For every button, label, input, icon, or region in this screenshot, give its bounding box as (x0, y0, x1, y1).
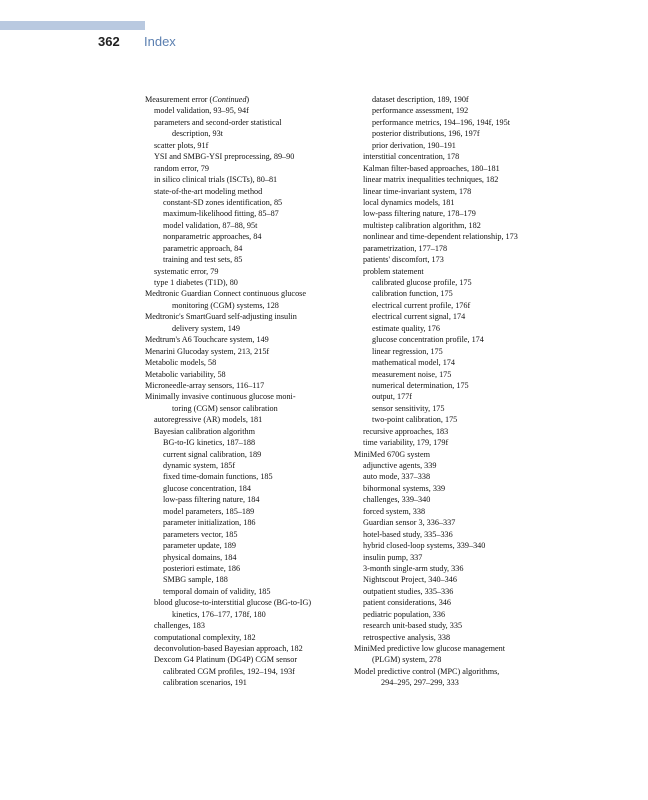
index-entry-text: two-point calibration, 175 (372, 415, 458, 425)
index-entry-text: Kalman filter-based approaches, 180–181 (363, 163, 500, 173)
index-entry-text: estimate quality, 176 (372, 323, 440, 333)
index-entry (145, 403, 350, 414)
index-entry (145, 597, 350, 608)
index-entry-text: SMBG sample, 188 (163, 575, 228, 585)
index-entry (145, 643, 350, 654)
index-entry (145, 208, 350, 219)
index-entry (354, 277, 554, 288)
index-entry (354, 346, 554, 357)
index-entry-text: Model predictive control (MPC) algorithms, (354, 666, 500, 676)
index-entry-text: linear time-invariant system, 178 (363, 186, 472, 196)
index-entry-text: autoregressive (AR) models, 181 (154, 415, 263, 425)
index-entry-text: prior derivation, 190–191 (372, 140, 456, 150)
index-entry (145, 483, 350, 494)
index-entry (354, 517, 554, 528)
index-column-left (145, 94, 350, 689)
index-entry-text: parameters and second-order statistical (154, 117, 282, 127)
index-entry (145, 186, 350, 197)
index-entry (145, 311, 350, 322)
index-entry-text: glucose concentration, 184 (163, 483, 251, 493)
header-accent-bar (0, 21, 145, 30)
index-entry-text: research unit-based study, 335 (363, 621, 463, 631)
index-entry (145, 94, 350, 105)
index-entry (354, 449, 554, 460)
index-entry (354, 94, 554, 105)
index-entry-text: parameters vector, 185 (163, 529, 238, 539)
index-entry (354, 208, 554, 219)
index-entry-text: model validation, 87–88, 95t (163, 220, 258, 230)
index-entry (145, 300, 350, 311)
index-entry (354, 380, 554, 391)
index-entry-text: type 1 diabetes (T1D), 80 (154, 278, 238, 287)
index-entry-text: fixed time-domain functions, 185 (163, 472, 273, 482)
index-entry (354, 632, 554, 643)
index-entry-text: time variability, 179, 179f (363, 438, 449, 448)
index-entry (354, 414, 554, 425)
index-entry (354, 254, 554, 265)
index-entry-text: bihormonal systems, 339 (363, 483, 446, 493)
index-entry-text: calibration scenarios, 191 (163, 678, 247, 688)
index-entry-text: model validation, 93–95, 94f (154, 106, 249, 116)
index-entry (354, 311, 554, 322)
index-entry-text: Medtrum's A6 Touchcare system, 149 (145, 335, 269, 345)
index-entry-text: random error, 79 (154, 163, 209, 173)
index-entry-text: auto mode, 337–338 (363, 472, 431, 482)
index-entry-text: parameter update, 189 (163, 541, 236, 551)
index-entry (354, 300, 554, 311)
index-entry-text: Minimally invasive continuous glucose moni- (145, 392, 296, 402)
index-entry-text: patient considerations, 346 (363, 598, 451, 608)
index-entry-text: systematic error, 79 (154, 266, 219, 276)
index-entry (145, 334, 350, 345)
index-entry-text: Dexcom G4 Platinum (DG4P) CGM sensor (154, 655, 298, 665)
index-entry-text: low-pass filtering nature, 178–179 (363, 209, 476, 219)
index-entry-text: monitoring (CGM) systems, 128 (172, 300, 279, 310)
index-entry-text: scatter plots, 91f (154, 140, 209, 150)
index-entry-text: maximum-likelihood fitting, 85–87 (163, 209, 279, 219)
index-entry-text: linear regression, 175 (372, 346, 443, 356)
index-entry-text: linear matrix inequalities techniques, 182 (363, 175, 499, 185)
index-entry (145, 346, 350, 357)
index-entry-text: challenges, 339–340 (363, 495, 431, 505)
index-entry (145, 574, 350, 585)
index-entry-text: Metabolic variability, 58 (145, 369, 226, 379)
index-entry-text: BG-to-IG kinetics, 187–188 (163, 438, 256, 448)
index-entry (145, 563, 350, 574)
index-entry (145, 391, 350, 402)
index-column-right (354, 94, 554, 689)
index-entry (354, 117, 554, 128)
index-entry (145, 540, 350, 551)
index-entry-text: physical domains, 184 (163, 552, 237, 562)
index-entry (354, 563, 554, 574)
index-entry (354, 506, 554, 517)
index-entry (354, 586, 554, 597)
index-entry-text: toring (CGM) sensor calibration (172, 403, 278, 413)
index-entry-text: hybrid closed-loop systems, 339–340 (363, 541, 486, 551)
index-entry-suffix: ) (246, 95, 250, 104)
index-entry-text: (PLGM) system, 278 (372, 655, 442, 665)
index-entry-text: performance metrics, 194–196, 194f, 195t (372, 117, 511, 127)
index-entry-text: glucose concentration profile, 174 (372, 335, 484, 345)
index-entry (145, 266, 350, 277)
index-entry (145, 529, 350, 540)
index-entry-text: constant-SD zones identification, 85 (163, 197, 283, 207)
index-entry-text: mathematical model, 174 (372, 358, 455, 368)
index-entry-text: Menarini Glucoday system, 213, 215f (145, 346, 270, 356)
index-entry (145, 506, 350, 517)
index-entry-text: hotel-based study, 335–336 (363, 529, 453, 539)
index-entry (354, 460, 554, 471)
index-entry-text: state-of-the-art modeling method (154, 186, 263, 196)
index-entry-text: patients' discomfort, 173 (363, 255, 444, 265)
page-number: 362 (98, 34, 120, 49)
index-entry (145, 151, 350, 162)
index-entry (145, 632, 350, 643)
index-entry (354, 243, 554, 254)
index-entry-text: problem statement (363, 266, 424, 276)
index-entry-text: electrical current signal, 174 (372, 312, 466, 322)
index-entry-text: challenges, 183 (154, 621, 205, 631)
index-entry-text: parameter initialization, 186 (163, 518, 256, 528)
index-entry-text: parametrization, 177–178 (363, 243, 448, 253)
index-entry (354, 609, 554, 620)
index-entry (354, 391, 554, 402)
index-entry (354, 403, 554, 414)
index-entry-text: Metabolic models, 58 (145, 358, 217, 368)
index-entry (145, 586, 350, 597)
index-entry-text: Guardian sensor 3, 336–337 (363, 518, 456, 528)
index-entry (354, 552, 554, 563)
index-entry-text: calibrated CGM profiles, 192–194, 193f (163, 666, 295, 676)
index-entry-text: calibration function, 175 (372, 289, 453, 299)
index-entry-text: adjunctive agents, 339 (363, 461, 437, 470)
index-entry (354, 140, 554, 151)
index-entry (145, 380, 350, 391)
index-entry (145, 174, 350, 185)
index-entry (354, 471, 554, 482)
index-entry (354, 266, 554, 277)
index-entry-text: temporal domain of validity, 185 (163, 586, 271, 596)
index-entry-text: posteriori estimate, 186 (163, 563, 241, 573)
index-entry-text: local dynamics models, 181 (363, 197, 455, 207)
index-entry-text: blood glucose-to-interstitial glucose (BG-to-IG) (154, 598, 312, 608)
index-entry (145, 140, 350, 151)
index-entry-text: performance assessment, 192 (372, 106, 469, 116)
index-entry-text: in silico clinical trials (ISCTs), 80–81 (154, 175, 278, 185)
index-entry (145, 620, 350, 631)
index-entry (354, 540, 554, 551)
index-entry (145, 288, 350, 299)
index-entry-text: MiniMed 670G system (354, 449, 430, 459)
index-entry (354, 666, 554, 677)
index-entry-text: kinetics, 176–177, 178f, 180 (172, 609, 266, 619)
index-entry (354, 105, 554, 116)
index-entry (145, 105, 350, 116)
index-entry (354, 288, 554, 299)
index-entry-text: 3-month single-arm study, 336 (363, 563, 464, 573)
index-entry-text: insulin pump, 337 (363, 552, 423, 562)
index-entry (354, 426, 554, 437)
index-entry-text: Nightscout Project, 340–346 (363, 575, 457, 585)
index-entry-text: deconvolution-based Bayesian approach, 182 (154, 644, 303, 653)
index-entry (354, 357, 554, 368)
index-entry (145, 277, 350, 288)
page-title: Index (144, 34, 176, 49)
index-entry (145, 494, 350, 505)
index-entry (145, 254, 350, 265)
index-entry (354, 654, 554, 665)
index-entry (354, 620, 554, 631)
index-entry-text: computational complexity, 182 (154, 632, 256, 642)
index-entry-text: pediatric population, 336 (363, 609, 446, 619)
index-entry (145, 460, 350, 471)
index-entry (145, 677, 350, 688)
index-entry (354, 128, 554, 139)
index-entry (145, 220, 350, 231)
index-entry (354, 174, 554, 185)
index-entry-text: dynamic system, 185f (163, 461, 236, 470)
index-entry-text: retrospective analysis, 338 (363, 632, 451, 642)
index-entry (145, 231, 350, 242)
index-entry (354, 677, 554, 688)
index-entry-italic: Continued (212, 95, 247, 104)
index-entry (354, 494, 554, 505)
index-entry-text: interstitial concentration, 178 (363, 152, 460, 162)
index-entry (354, 334, 554, 345)
index-entry-text: posterior distributions, 196, 197f (372, 129, 480, 139)
index-entry (145, 609, 350, 620)
index-entry-text: outpatient studies, 335–336 (363, 586, 454, 596)
index-entry-text: multistep calibration algorithm, 182 (363, 220, 481, 230)
index-entry (354, 483, 554, 494)
index-entry (354, 197, 554, 208)
index-entry (354, 369, 554, 380)
index-entry (145, 552, 350, 563)
index-entry (145, 357, 350, 368)
index-entry-text: model parameters, 185–189 (163, 506, 255, 516)
index-entry-text: current signal calibration, 189 (163, 449, 262, 459)
index-entry (145, 128, 350, 139)
index-entry-text: dataset description, 189, 190f (372, 95, 469, 104)
index-entry (145, 117, 350, 128)
index-entry (354, 437, 554, 448)
index-entry (354, 574, 554, 585)
index-entry-text: measurement noise, 175 (372, 369, 452, 379)
index-entry (354, 643, 554, 654)
index-entry-text: Bayesian calibration algorithm (154, 426, 255, 436)
index-entry-text: low-pass filtering nature, 184 (163, 495, 260, 505)
index-entry (354, 231, 554, 242)
index-entry-text: parametric approach, 84 (163, 243, 243, 253)
index-entry-text: 294–295, 297–299, 333 (381, 678, 459, 688)
index-entry-text: training and test sets, 85 (163, 255, 243, 265)
index-entry-text: Microneedle-array sensors, 116–117 (145, 380, 265, 390)
index-entry (145, 243, 350, 254)
index-entry (145, 163, 350, 174)
index-entry-text: delivery system, 149 (172, 323, 240, 333)
index-entry (145, 197, 350, 208)
index-entry (145, 323, 350, 334)
index-entry-text: YSI and SMBG-YSI preprocessing, 89–90 (154, 152, 295, 162)
index-entry-text: electrical current profile, 176f (372, 300, 471, 310)
index-entry (145, 426, 350, 437)
index-entry (354, 220, 554, 231)
index-entry (354, 597, 554, 608)
index-entry (145, 449, 350, 460)
index-entry (145, 437, 350, 448)
index-entry (145, 369, 350, 380)
index-entry-text: Medtronic Guardian Connect continuous glucose (145, 289, 306, 299)
index-entry-text: forced system, 338 (363, 506, 426, 516)
index-entry (145, 471, 350, 482)
index-entry-text: description, 93t (172, 129, 223, 139)
index-entry (145, 517, 350, 528)
index-entry (354, 323, 554, 334)
index-entry-text: Medtronic's SmartGuard self-adjusting insulin (145, 312, 297, 322)
index-entry-text: Measurement error ( (145, 95, 213, 104)
index-entry-text: numerical determination, 175 (372, 380, 469, 390)
index-entry-text: output, 177f (372, 392, 413, 402)
index-entry (145, 654, 350, 665)
index-entry-text: calibrated glucose profile, 175 (372, 278, 472, 287)
index-entry-text: nonparametric approaches, 84 (163, 232, 262, 242)
index-entry-text: recursive approaches, 183 (363, 426, 449, 436)
index-entry-text: MiniMed predictive low glucose management (354, 644, 505, 653)
index-entry (145, 666, 350, 677)
index-entry-text: nonlinear and time-dependent relationship, 173 (363, 232, 518, 242)
index-entry-text: sensor sensitivity, 175 (372, 403, 445, 413)
index-entry (354, 163, 554, 174)
index-entry (354, 529, 554, 540)
index-entry (354, 151, 554, 162)
index-entry (145, 414, 350, 425)
index-entry (354, 186, 554, 197)
